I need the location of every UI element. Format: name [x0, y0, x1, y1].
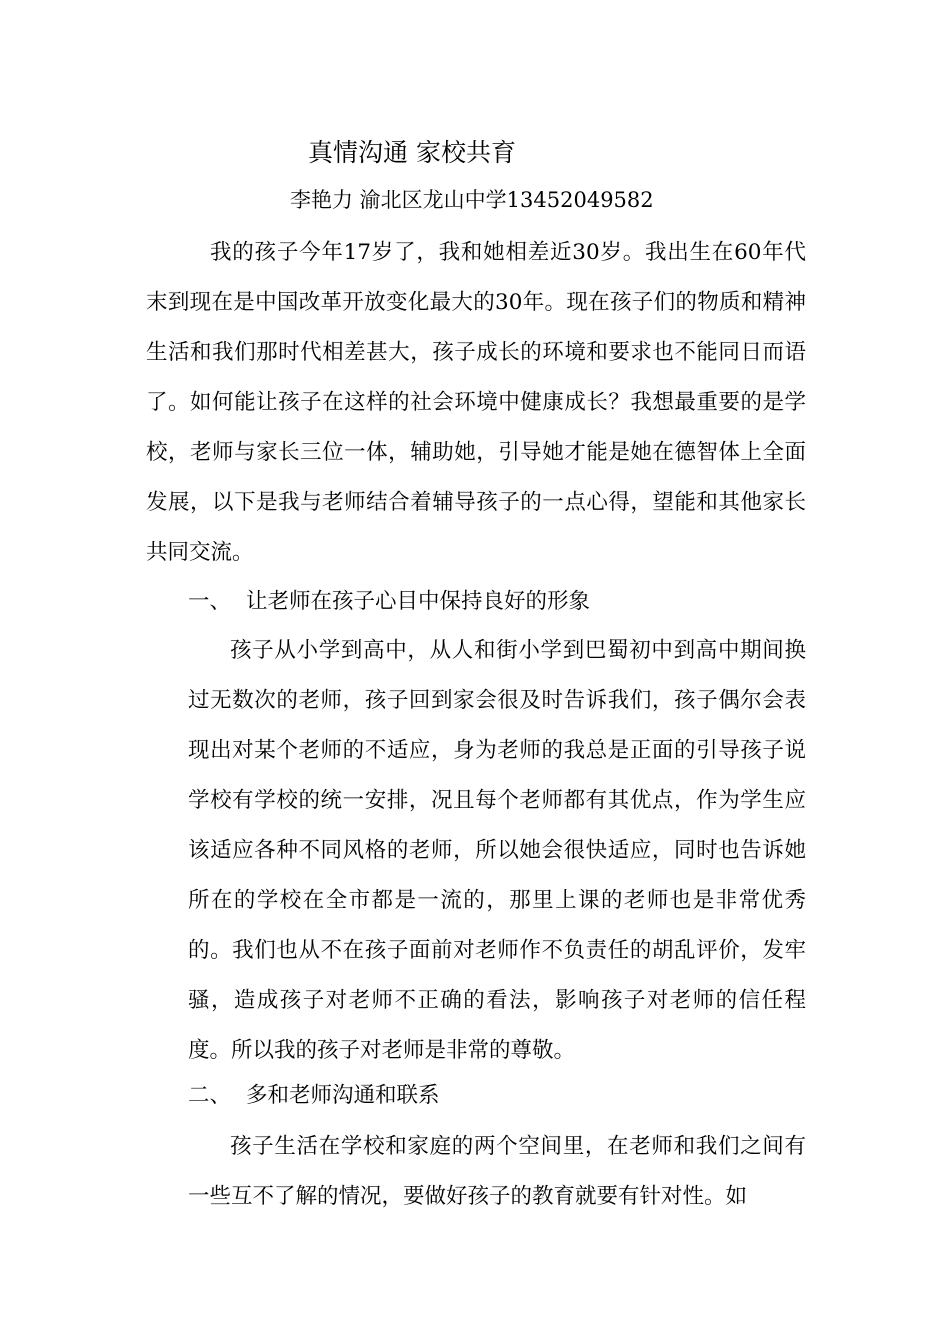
document-title: 真情沟通 家校共育 [308, 138, 516, 167]
intro-paragraph: 我的孩子今年17岁了，我和她相差近30岁。我出生在60年代末到现在是中国改革开放变化最大的30年。现在孩子们的物质和精神生活和我们那时代相差甚大，孩子成长的环境和要求也不能同日而语了。如何能让孩子在这样的社会环境中健康成长？我想最重要的是学校，老师与家长三位一体，辅助她，引导她才能是她在德智体上全面发展，以下是我与老师结合着辅导孩子的一点心得，望能和其他家长共同交流。 [146, 240, 806, 565]
section-heading-text-2: 多和老师沟通和联系 [246, 1083, 440, 1108]
section-heading-2 [188, 1074, 440, 1118]
section-body-2: 孩子生活在学校和家庭的两个空间里，在老师和我们之间有一些互不了解的情况，要做好孩子的教育就要有针对性。如 [188, 1134, 806, 1209]
section-body-1: 孩子从小学到高中，从人和街小学到巴蜀初中到高中期间换过无数次的老师，孩子回到家会很及时告诉我们，孩子偶尔会表现出对某个老师的不适应，身为老师的我总是正面的引导孩子说学校有学校的统一安排，况且每个老师都有其优点，作为学生应该适应各种不同风格的老师，所以她会很快适应，同时也告诉她所在的学校在全市都是一流的，那里上课的老师也是非常优秀的。我们也从不在孩子面前对老师作不负责任的胡乱评价，发牢骚，造成孩子对老师不正确的看法，影响孩子对老师的信任程度。所以我的孩子对老师是非常的尊敬。 [188, 638, 806, 1063]
author-byline: 李艳力 渝北区龙山中学13452049582 [290, 188, 654, 212]
section-number-1: 一、 [188, 589, 232, 614]
section-heading-text-1: 让老师在孩子心目中保持良好的形象 [246, 589, 591, 614]
section-heading-1 [188, 580, 590, 624]
section-number-2: 二、 [188, 1083, 232, 1108]
